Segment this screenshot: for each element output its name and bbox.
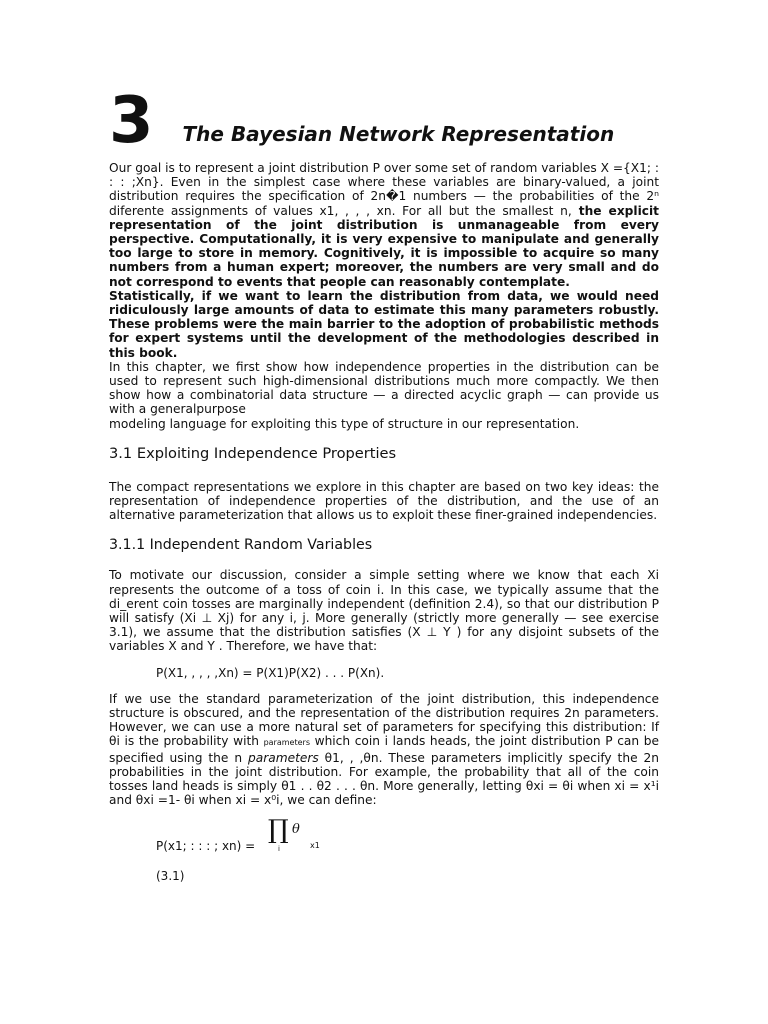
section-3-1-paragraph: The compact representations we explore in this chapter are based on two key ideas: the representation of independence properties of the distribution, and the use of an alternative parameterization that allows us to exploit these finer-grained independencies. xyxy=(109,479,659,523)
equation-product xyxy=(156,817,659,861)
intro-paragraph-2 xyxy=(109,289,659,360)
theta-symbol: θ xyxy=(292,822,300,838)
chapter-title: The Bayesian Network Representation xyxy=(182,122,615,146)
chapter-header xyxy=(109,84,659,158)
document-page xyxy=(109,84,659,884)
equation-lhs: P(x1; : : : ; xn) = xyxy=(156,839,256,854)
paragraph-text-small: parameters xyxy=(263,738,310,748)
intro-paragraph-4: modeling language for exploiting this type of structure in our representation. xyxy=(109,416,580,431)
paragraph-text-b: which coin i lands heads, the joint distribution P can be specified using the n xyxy=(109,734,659,765)
intro-paragraph-3: In this chapter, we first show how independence properties in the distribution can be used to represent such high-dimensional distributions much more compactly. We then show how a combinatorial data structure — a directed acyclic graph — can provide us with a generalpurpose xyxy=(109,359,659,417)
chapter-number: 3 xyxy=(109,84,154,158)
section-heading-3-1-1: 3.1.1 Independent Random Variables xyxy=(109,537,373,554)
section-3-1-1-paragraph-1: To motivate our discussion, consider a simple setting where we know that each Xi represents the outcome of a toss of coin i. In this case, we typically assume that the di_erent coin tosses are marginally independent (definition 2.4), so that our distribution P will satisfy (Xi ⊥ Xj) for any i, j. More generally (strictly more generally — see exercise 3.1), we assume that the distribution satisfies (X ⊥ Y ) for any disjoint subsets of the variables X and Y . Therefore, we have that: xyxy=(109,568,659,654)
equation-independence: P(X1, , , , ,Xn) = P(X1)P(X2) . . . P(Xn). xyxy=(156,665,385,680)
theta-subscript: x1 xyxy=(310,841,320,851)
paragraph-text-c: θ1, , ,θn. These parameters implicitly specify the 2n probabilities in the joint distribution. For example, the probability that all of the coin tosses land heads is simply θ1 . . θ2 . . . θn. More generally, letting θxi = θi when xi = x¹i and θxi =1- θi when xi = x⁰i, we can define: xyxy=(109,750,659,808)
paragraph-text-a: If we use the standard parameterization of the joint distribution, this independence structure is obscured, and the representation of the distribution requires 2n parameters. However, we can use a more natural set of parameters for specifying this distribution: If θi is the probability with xyxy=(109,691,659,749)
intro-text-normal: Our goal is to represent a joint distribution P over some set of random variables X ={X1; : : : ;Xn}. Even in the simplest case where these variables are binary-valued, a joint distribution requires the specification of 2n�1 numbers — the probabilities of the 2ⁿ diferente assignments of values x1, , , , xn. For all but the smallest n, xyxy=(109,161,659,218)
paragraph-text-italic: parameters xyxy=(248,750,319,765)
intro-text-bold-2: Statistically, if we want to learn the distribution from data, we would need ridiculously large amounts of data to estimate this many parameters robustly. These problems were the main barrier to the adoption of probabilistic methods for expert systems until the development of the methodologies described in this book. xyxy=(109,288,659,360)
equation-number: (3.1) xyxy=(156,869,185,884)
product-subscript: i xyxy=(278,845,280,854)
intro-text-bold: the explicit representation of the joint distribution is unmanageable from every perspective. Computationally, it is very expensive to manipulate and generally too large to store in memory. Cognitively, it is impossible to acquire so many numbers from a human expert; moreover, the numbers are very small and do not correspond to events that people can reasonably contemplate. xyxy=(109,203,659,289)
intro-paragraph-1 xyxy=(109,161,659,289)
section-3-1-1-paragraph-2 xyxy=(109,692,659,808)
product-symbol: ∏ xyxy=(268,815,289,846)
section-heading-3-1: 3.1 Exploiting Independence Properties xyxy=(109,444,397,462)
